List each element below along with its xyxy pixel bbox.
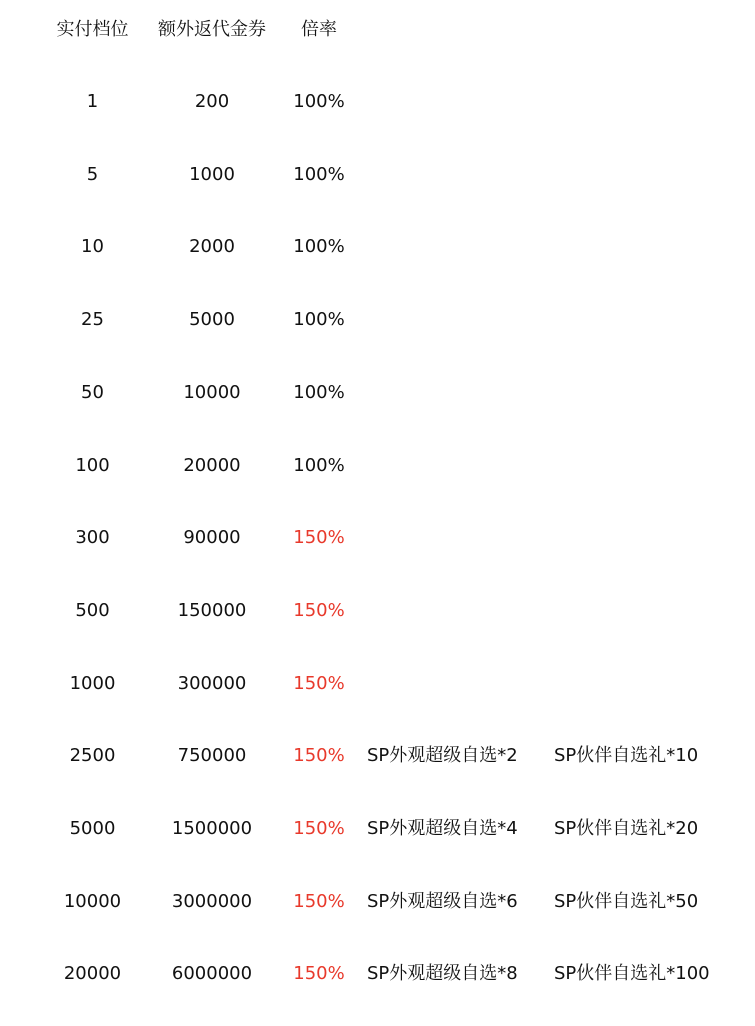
rate-cell: 150% <box>293 527 345 549</box>
bonus-cell: 20000 <box>183 454 241 476</box>
tier-cell: 10 <box>81 236 104 258</box>
table-row <box>0 518 755 558</box>
rate-cell: 100% <box>293 454 345 476</box>
gift-partner-cell: SP伙伴自选礼*10 <box>554 745 699 767</box>
header-bonus: 额外返代金券 <box>158 19 266 40</box>
gift-partner-cell <box>554 300 744 340</box>
table-row <box>0 446 755 486</box>
gift-appearance-cell: SP外观超级自选*8 <box>367 963 518 985</box>
gift-partner-cell <box>554 227 744 267</box>
gift-partner-cell <box>554 591 744 631</box>
rate-cell: 150% <box>293 963 345 985</box>
rate-cell: 150% <box>293 745 345 767</box>
tier-cell: 300 <box>75 527 110 549</box>
header-tier: 实付档位 <box>56 19 129 40</box>
table-row <box>0 591 755 631</box>
gift-partner-cell <box>554 664 744 704</box>
tier-cell: 25 <box>81 309 104 331</box>
bonus-cell: 1000 <box>189 163 235 185</box>
bonus-cell: 300000 <box>177 672 247 694</box>
tier-cell: 2500 <box>69 745 116 767</box>
gift-appearance-cell <box>367 518 547 558</box>
gift-partner-cell <box>554 155 744 195</box>
gift-appearance-cell: SP外观超级自选*4 <box>367 818 518 839</box>
gift-partner-cell <box>554 446 744 486</box>
bonus-cell: 90000 <box>183 527 241 549</box>
table-row <box>0 227 755 267</box>
bonus-cell: 1500000 <box>171 818 253 839</box>
rate-cell: 150% <box>293 818 345 839</box>
bonus-cell: 5000 <box>189 309 235 331</box>
table-row <box>0 809 755 849</box>
gift-appearance-cell <box>367 82 547 122</box>
gift-appearance-cell: SP外观超级自选*2 <box>367 745 518 767</box>
table-row <box>0 954 755 994</box>
table-row <box>0 155 755 195</box>
bonus-cell: 3000000 <box>171 890 253 912</box>
gift-partner-cell <box>554 373 744 413</box>
tier-cell: 20000 <box>63 963 122 985</box>
rate-cell: 100% <box>293 236 345 258</box>
gift-partner-cell: SP伙伴自选礼*20 <box>554 818 699 839</box>
gift-partner-cell <box>554 518 744 558</box>
tier-cell: 1 <box>86 91 99 112</box>
rate-cell: 100% <box>293 91 345 112</box>
tier-cell: 500 <box>75 599 110 621</box>
bonus-cell: 2000 <box>189 236 235 258</box>
bonus-cell: 750000 <box>177 745 247 767</box>
gift-appearance-cell <box>367 227 547 267</box>
gift-partner-cell: SP伙伴自选礼*50 <box>554 890 699 912</box>
gift-appearance-cell <box>367 300 547 340</box>
header-rate: 倍率 <box>301 19 337 40</box>
table-row <box>0 736 755 776</box>
bonus-cell: 6000000 <box>171 963 253 985</box>
gift-appearance-cell <box>367 446 547 486</box>
gift-appearance-cell <box>367 155 547 195</box>
tier-cell: 5 <box>86 163 99 185</box>
rate-cell: 150% <box>293 890 345 912</box>
table-row <box>0 82 755 122</box>
tier-cell: 10000 <box>63 890 122 912</box>
gift-partner-cell: SP伙伴自选礼*100 <box>554 963 710 985</box>
table-header <box>0 10 755 50</box>
tier-cell: 50 <box>81 381 104 403</box>
gift-appearance-cell <box>367 373 547 413</box>
bonus-cell: 150000 <box>177 599 247 621</box>
gift-appearance-cell <box>367 664 547 704</box>
tier-cell: 1000 <box>69 672 116 694</box>
rate-cell: 100% <box>293 381 345 403</box>
table-row <box>0 300 755 340</box>
table-row <box>0 882 755 922</box>
rate-cell: 150% <box>293 599 345 621</box>
gift-appearance-cell <box>367 591 547 631</box>
table-row <box>0 664 755 704</box>
gift-appearance-cell: SP外观超级自选*6 <box>367 890 518 912</box>
rate-cell: 100% <box>293 309 345 331</box>
rate-cell: 100% <box>293 163 345 185</box>
tier-cell: 100 <box>75 454 110 476</box>
rate-cell: 150% <box>293 672 345 694</box>
tier-cell: 5000 <box>69 818 116 839</box>
gift-partner-cell <box>554 82 744 122</box>
bonus-cell: 10000 <box>183 381 241 403</box>
bonus-cell: 200 <box>194 91 230 112</box>
table-row <box>0 373 755 413</box>
